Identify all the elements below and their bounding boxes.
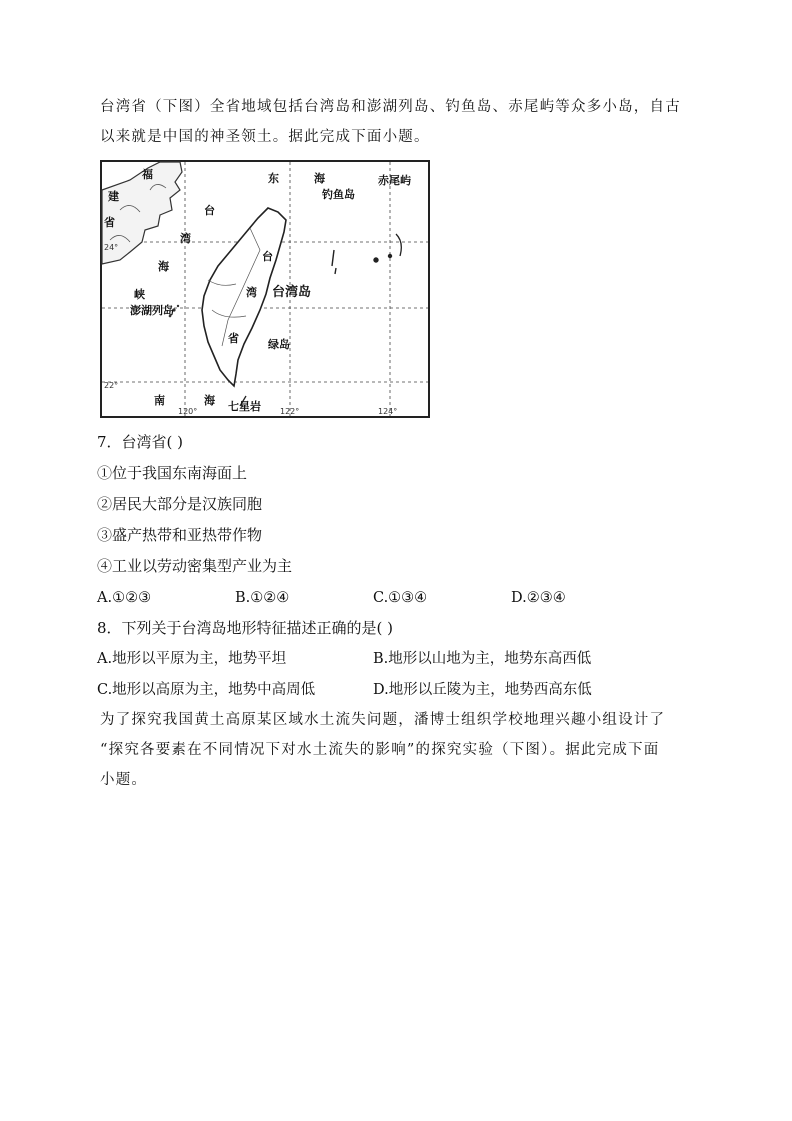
question-7-item: ②居民大部分是汉族同胞 — [97, 495, 263, 513]
label-nan: 南 — [154, 394, 165, 407]
lon-124: 124° — [378, 407, 398, 416]
label-taiwan-dao: 台湾岛 — [272, 285, 312, 300]
label-sheng-island: 省 — [228, 332, 239, 345]
question-8-option-c[interactable]: C.地形以高原为主，地势中高周低 — [97, 682, 316, 698]
label-fu: 福 — [142, 168, 153, 181]
question-7-stem: 7．台湾省( ) — [97, 433, 184, 451]
label-hai-east: 海 — [314, 172, 325, 185]
question-8-option-d[interactable]: D.地形以丘陵为主，地势西高东低 — [373, 682, 592, 698]
question-7-item: ①位于我国东南海面上 — [97, 464, 248, 482]
question-7-option-b[interactable]: B.①②④ — [235, 590, 290, 606]
question-7-item: ③盛产热带和亚热带作物 — [97, 526, 263, 544]
intro-line: 以来就是中国的神圣领土。据此完成下面小题。 — [100, 129, 430, 145]
intro-paragraph-1 — [100, 92, 700, 152]
label-tai-island: 台 — [262, 250, 273, 263]
label-dong: 东 — [268, 172, 279, 185]
question-7-option-a[interactable]: A.①②③ — [97, 590, 152, 606]
question-7-option-d[interactable]: D.②③④ — [511, 590, 566, 606]
label-diaoyu: 钓鱼岛 — [322, 188, 355, 201]
intro-line: 为了探究我国黄土高原某区域水土流失问题，潘博士组织学校地理兴趣小组设计了 — [100, 712, 666, 728]
taiwan-map-svg — [100, 160, 430, 418]
question-7-option-c[interactable]: C.①③④ — [373, 590, 428, 606]
lon-120: 120° — [178, 407, 198, 416]
label-lvdao: 绿岛 — [268, 338, 290, 351]
intro-line: 小题。 — [100, 772, 148, 788]
label-jian: 建 — [108, 190, 119, 203]
question-8-stem: 8．下列关于台湾岛地形特征描述正确的是( ) — [97, 619, 394, 637]
lat-24: 24° — [104, 243, 119, 252]
intro-paragraph-2 — [100, 705, 700, 795]
lon-122: 122° — [280, 407, 300, 416]
label-strait-tai: 台 — [204, 204, 215, 217]
intro-line: “探究各要素在不同情况下对水土流失的影响”的探究实验（下图）。据此完成下面 — [100, 742, 660, 758]
question-7-item: ④工业以劳动密集型产业为主 — [97, 557, 293, 575]
label-qixingyan: 七星岩 — [228, 400, 261, 413]
label-chiwei: 赤尾屿 — [378, 174, 411, 187]
label-penghu: 澎湖列岛 — [130, 304, 174, 317]
label-strait-hai: 海 — [158, 260, 169, 273]
lat-22: 22° — [104, 381, 119, 390]
question-8-option-a[interactable]: A.地形以平原为主，地势平坦 — [97, 651, 287, 667]
label-strait-wan: 湾 — [180, 232, 191, 245]
label-wan-island: 湾 — [246, 286, 257, 299]
question-8-option-b[interactable]: B.地形以山地为主，地势东高西低 — [373, 651, 592, 667]
label-sheng-fujian: 省 — [104, 216, 115, 229]
label-hai-south: 海 — [204, 394, 215, 407]
intro-line: 台湾省（下图）全省地域包括台湾岛和澎湖列岛、钓鱼岛、赤尾屿等众多小岛，自古 — [100, 99, 681, 115]
label-strait-xia: 峡 — [134, 288, 145, 301]
taiwan-map — [100, 160, 430, 418]
